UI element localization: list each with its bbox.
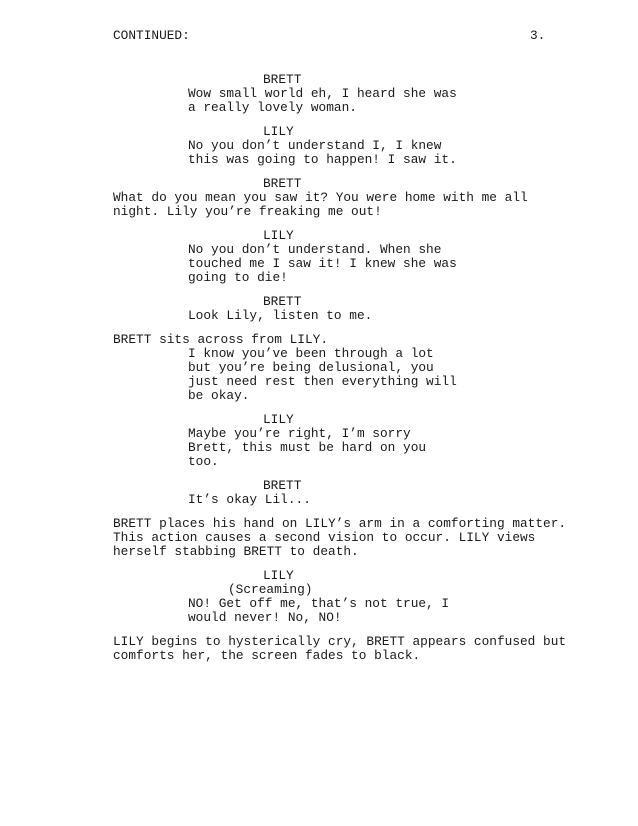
dialogue-line: just need rest then everything will xyxy=(188,374,457,389)
dialogue-line: It’s okay Lil... xyxy=(188,492,311,507)
character-cue: LILY xyxy=(263,124,294,139)
dialogue-line: would never! No, NO! xyxy=(188,610,342,625)
action-line: LILY begins to hysterically cry, BRETT appears confused but xyxy=(113,634,567,649)
character-cue: BRETT xyxy=(263,72,302,87)
character-cue: BRETT xyxy=(263,176,302,191)
dialogue-line: Brett, this must be hard on you xyxy=(188,440,427,455)
dialogue-line: too. xyxy=(188,454,219,469)
dialogue-line: NO! Get off me, that’s not true, I xyxy=(188,596,450,611)
action-line: BRETT sits across from LILY. xyxy=(113,332,329,347)
action-line: herself stabbing BRETT to death. xyxy=(113,544,359,559)
dialogue-line: going to die! xyxy=(188,270,288,285)
action-line: This action causes a second vision to occur. LILY views xyxy=(113,530,536,545)
dialogue-line: but you’re being delusional, you xyxy=(188,360,434,375)
action-line: comforts her, the screen fades to black. xyxy=(113,648,421,663)
page-number: 3. xyxy=(530,28,546,43)
dialogue-line: touched me I saw it! I knew she was xyxy=(188,256,457,271)
character-cue: BRETT xyxy=(263,294,302,309)
parenthetical-line: (Screaming) xyxy=(228,582,313,597)
action-line: night. Lily you’re freaking me out! xyxy=(113,204,382,219)
dialogue-line: I know you’ve been through a lot xyxy=(188,346,434,361)
dialogue-line: be okay. xyxy=(188,388,250,403)
action-line: What do you mean you saw it? You were home with me all xyxy=(113,190,528,205)
dialogue-line: Look Lily, listen to me. xyxy=(188,308,373,323)
action-line: BRETT places his hand on LILY’s arm in a comforting matter. xyxy=(113,516,567,531)
character-cue: LILY xyxy=(263,568,294,583)
continued-header: CONTINUED: xyxy=(113,28,190,43)
character-cue: BRETT xyxy=(263,478,302,493)
dialogue-line: Maybe you’re right, I’m sorry xyxy=(188,426,411,441)
character-cue: LILY xyxy=(263,412,294,427)
dialogue-line: No you don’t understand I, I knew xyxy=(188,138,442,153)
dialogue-line: a really lovely woman. xyxy=(188,100,357,115)
character-cue: LILY xyxy=(263,228,294,243)
dialogue-line: Wow small world eh, I heard she was xyxy=(188,86,457,101)
dialogue-line: No you don’t understand. When she xyxy=(188,242,442,257)
dialogue-line: this was going to happen! I saw it. xyxy=(188,152,457,167)
